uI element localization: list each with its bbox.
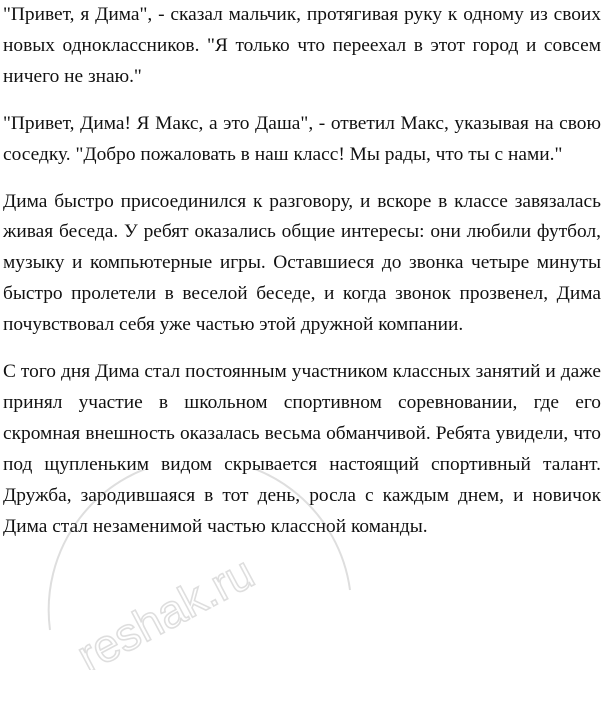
paragraph-conversation: Дима быстро присоединился к разговору, и вскоре в классе завязалась живая беседа. У ребят оказались общие интересы: они любили футбол, музыку и компьютерные игры. Оставшиеся до звонка четыре минуты быстро пролетели в веселой беседе, и когда звонок прозвенел, Дима почувствовал себя уже частью этой дружной компании. — [3, 190, 601, 336]
document-body — [3, 0, 601, 559]
paragraph-greeting-max: "Привет, Дима! Я Макс, а это Даша", - ответил Макс, указывая на свою соседку. "Добро пожаловать в наш класс! Мы рады, что ты с нами." — [3, 112, 601, 165]
watermark-text: reshak.ru — [68, 545, 263, 670]
paragraph-greeting-dima: "Привет, я Дима", - сказал мальчик, протягивая руку к одному из своих новых одноклассников. "Я только что переехал в этот город и совсем ничего не знаю." — [3, 4, 601, 87]
paragraph-friendship: С того дня Дима стал постоянным участником классных занятий и даже принял участие в школьном спортивном соревновании, где его скромная внешность оказалась весьма обманчивой. Ребята увидели, что под щупленьким видом скрывается настоящий спортивный талант. Дружба, зародившаяся в тот день, росла с каждым днем, и новичок Дима стал незаменимой частью классной команды. — [3, 361, 601, 537]
